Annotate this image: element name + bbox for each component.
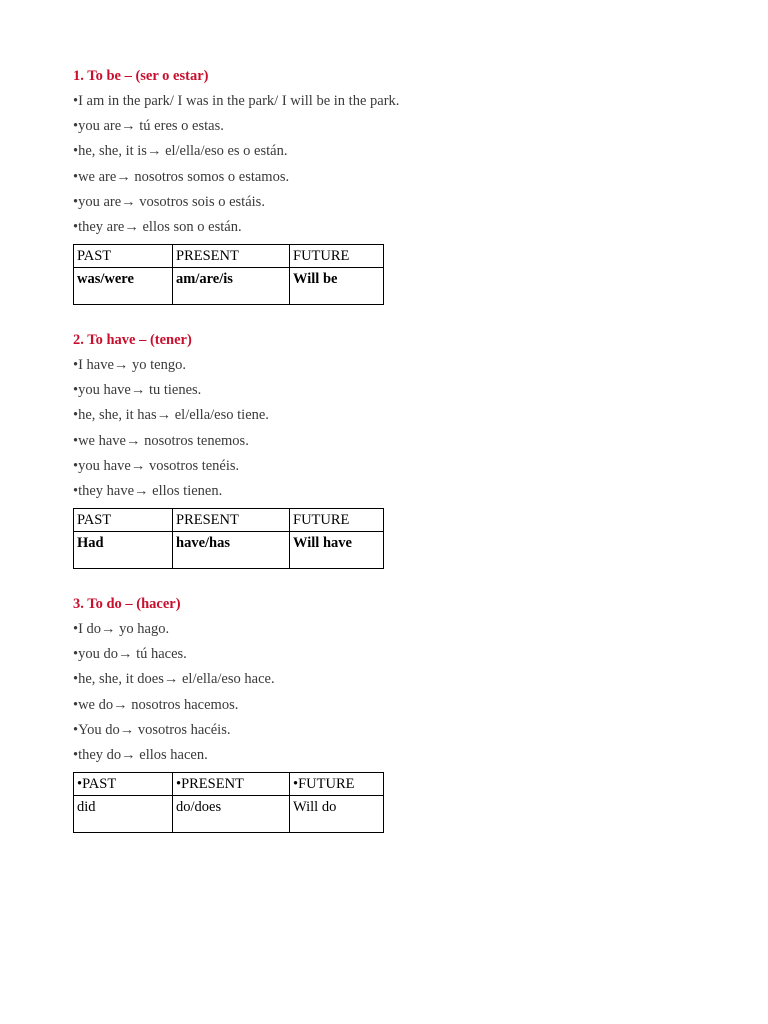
list-item: •he, she, it does→ el/ella/eso hace. (73, 671, 275, 688)
table-cell: did (74, 796, 173, 833)
list-item: •we do→ nosotros hacemos. (73, 696, 239, 713)
table-cell: have/has (173, 532, 290, 569)
list-item: •you are→ tú eres o estas. (73, 118, 224, 135)
list-item: •he, she, it is→ el/ella/eso es o están. (73, 143, 288, 160)
conjugation-table (73, 508, 384, 569)
table-header-cell: FUTURE (290, 509, 384, 532)
table-row (74, 796, 384, 833)
table-cell: do/does (173, 796, 290, 833)
list-item: •you have→ tu tienes. (73, 382, 202, 399)
list-item: •we have→ nosotros tenemos. (73, 432, 249, 449)
list-item: •they have→ ellos tienen. (73, 482, 223, 499)
list-item: •You do→ vosotros hacéis. (73, 721, 231, 738)
list-item: •I am in the park/ I was in the park/ I will be in the park. (73, 93, 400, 109)
list-item: •he, she, it has→ el/ella/eso tiene. (73, 407, 269, 424)
table-header-row (74, 773, 384, 796)
table-row (74, 268, 384, 305)
section-heading: 2. To have – (tener) (73, 332, 192, 348)
table-row (74, 532, 384, 569)
table-header-cell: PRESENT (173, 245, 290, 268)
table-header-cell: •PRESENT (173, 773, 290, 796)
list-item: •we are→ nosotros somos o estamos. (73, 168, 290, 185)
section-to-have (73, 328, 384, 569)
list-item: •you do→ tú haces. (73, 646, 187, 663)
table-header-cell: •FUTURE (290, 773, 384, 796)
table-header-cell: PAST (74, 509, 173, 532)
table-header-cell: FUTURE (290, 245, 384, 268)
section-heading: 1. To be – (ser o estar) (73, 68, 209, 84)
table-header-cell: PRESENT (173, 509, 290, 532)
list-item: •they do→ ellos hacen. (73, 746, 208, 763)
list-item: •they are→ ellos son o están. (73, 218, 242, 235)
table-cell: am/are/is (173, 268, 290, 305)
table-cell: Will have (290, 532, 384, 569)
list-item: •I do→ yo hago. (73, 621, 170, 637)
table-header-row (74, 509, 384, 532)
list-item: •I have→ yo tengo. (73, 357, 186, 373)
table-cell: Will be (290, 268, 384, 305)
section-heading: 3. To do – (hacer) (73, 596, 181, 612)
table-header-cell: •PAST (74, 773, 173, 796)
list-item: •you are→ vosotros sois o estáis. (73, 193, 265, 210)
conjugation-table (73, 772, 384, 833)
table-cell: Had (74, 532, 173, 569)
table-cell: Will do (290, 796, 384, 833)
list-item: •you have→ vosotros tenéis. (73, 457, 240, 474)
conjugation-table (73, 244, 384, 305)
table-header-cell: PAST (74, 245, 173, 268)
section-to-do (73, 592, 384, 833)
table-header-row (74, 245, 384, 268)
section-to-be (73, 64, 399, 305)
table-cell: was/were (74, 268, 173, 305)
